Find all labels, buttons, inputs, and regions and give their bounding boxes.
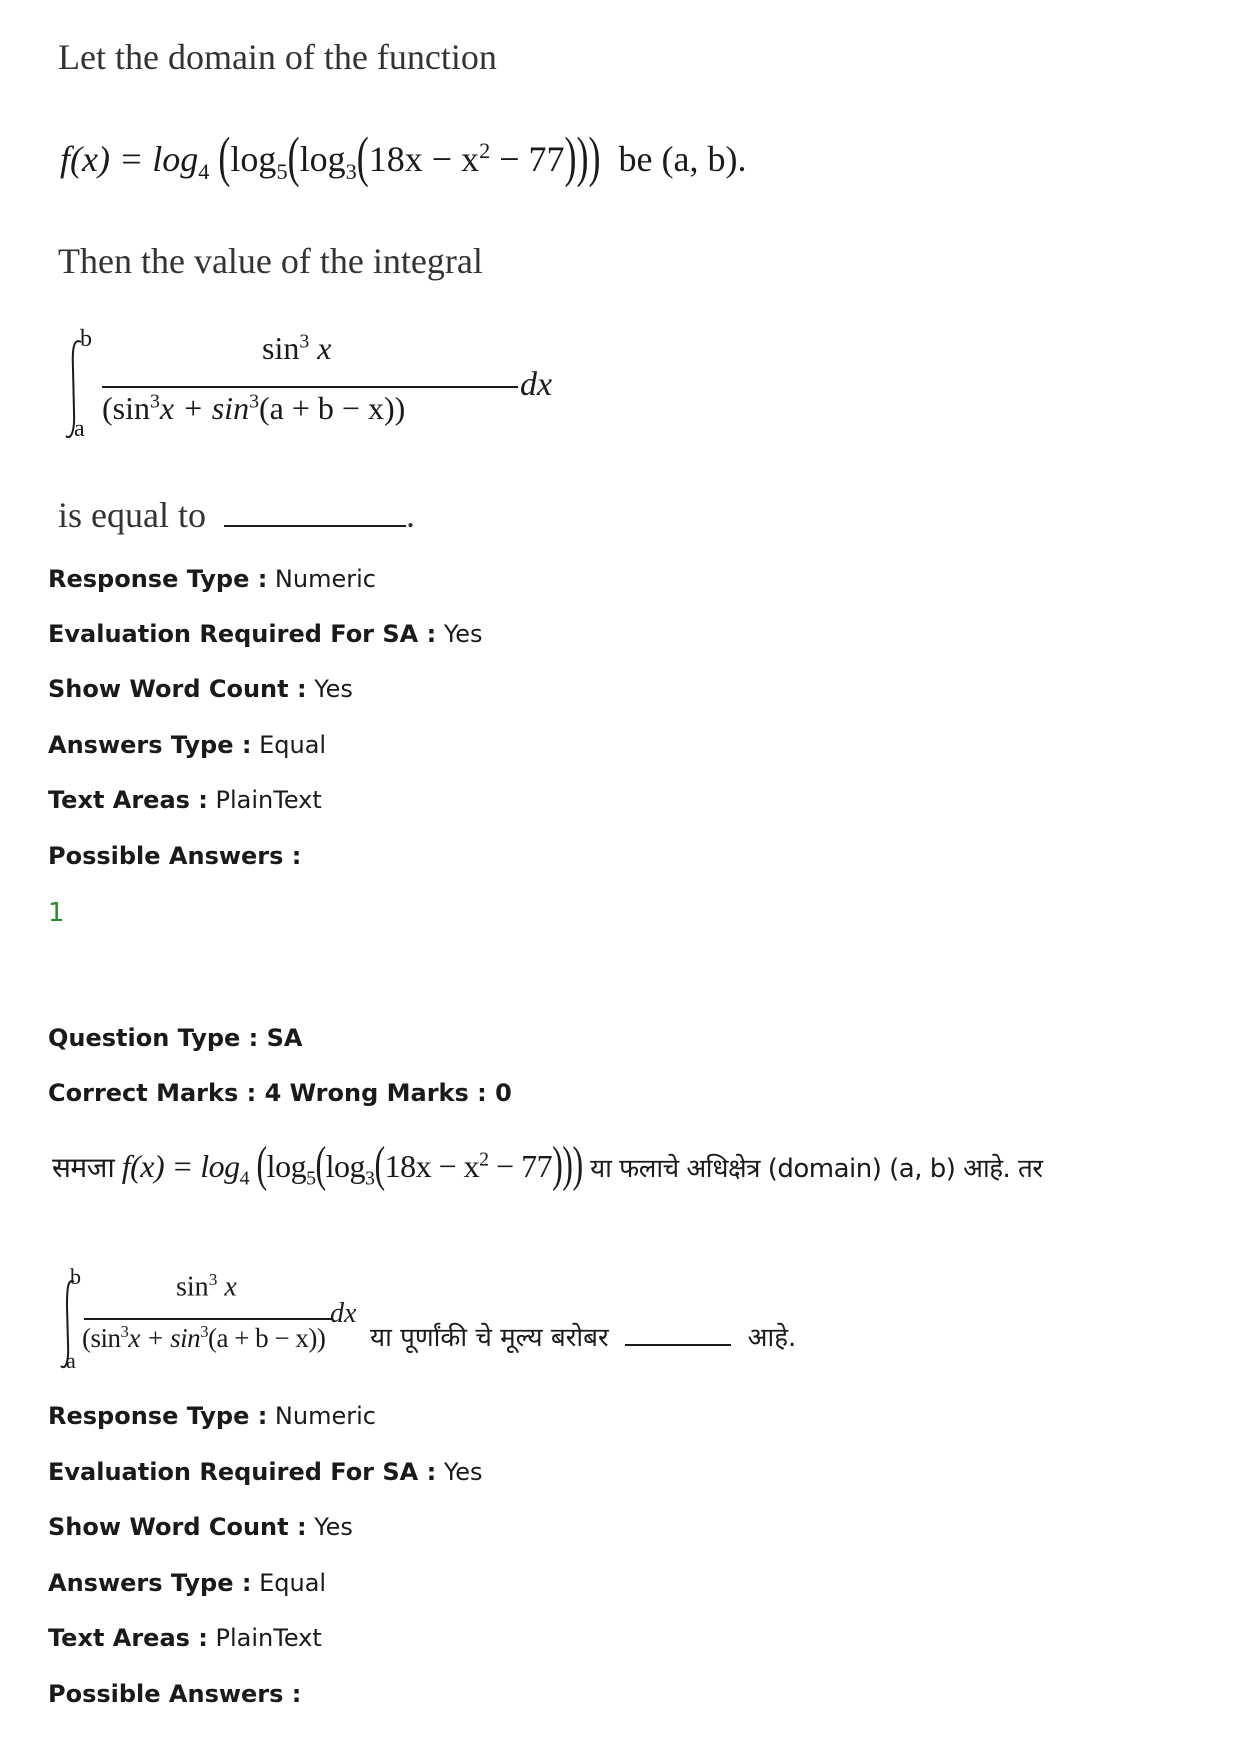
q1-base5: 5 xyxy=(276,159,288,185)
answer-value: 1 xyxy=(48,898,65,928)
q1-fraction-line xyxy=(102,386,518,388)
meta2-possible-answers: Possible Answers : xyxy=(48,1680,302,1708)
q1-log5: log xyxy=(230,139,277,179)
meta1-response-type: Response Type : Numeric xyxy=(48,565,376,593)
q2-fraction-line xyxy=(84,1318,332,1320)
meta1-possible-answers: Possible Answers : xyxy=(48,842,302,870)
q2-end: आहे. xyxy=(747,1323,797,1353)
q2-func-prefix: f(x) = log xyxy=(121,1148,240,1184)
meta2-response-type: Response Type : Numeric xyxy=(48,1402,376,1430)
q1-numerator: $\sin^3 x$ xyxy=(262,330,332,366)
q1-dx: dx xyxy=(520,366,553,403)
meta1-text-areas: Text Areas : PlainText xyxy=(48,786,322,814)
q2-denominator: $(\sin^3x + \sin^3(a + b - x))$ xyxy=(82,1322,326,1353)
marks: Correct Marks : 4 Wrong Marks : 0 xyxy=(48,1079,512,1107)
q2-numerator: $\sin^3 x$ xyxy=(176,1270,237,1303)
q1-base3: 3 xyxy=(345,159,357,185)
question-type: Question Type : SA xyxy=(48,1024,303,1052)
q1-answer-blank xyxy=(224,525,406,527)
meta2-text-areas: Text Areas : PlainText xyxy=(48,1624,322,1652)
q1-lower-limit: a xyxy=(74,416,85,442)
q1-function-equation: $f(x) = \log_4 (\log_5(\log_3(18x - x^2 - 77)))$ be (a, b). xyxy=(60,125,747,188)
q1-denominator: $(\sin^3x + \sin^3(a + b - x))$ xyxy=(102,390,406,426)
meta2-show-word-count: Show Word Count : Yes xyxy=(48,1513,353,1541)
meta1-evaluation-required: Evaluation Required For SA : Yes xyxy=(48,620,483,648)
meta2-answers-type: Answers Type : Equal xyxy=(48,1569,327,1597)
q1-intro: Let the domain of the function xyxy=(58,37,497,77)
q2-dx: dx xyxy=(330,1298,357,1329)
q2-integral xyxy=(54,1264,357,1380)
q2-lower-limit: a xyxy=(66,1348,76,1373)
q2-rest2-line xyxy=(370,1318,796,1354)
q1-be-ab: be (a, b). xyxy=(618,139,747,179)
meta1-answers-type: Answers Type : Equal xyxy=(48,731,327,759)
q2-upper-limit: b xyxy=(70,1264,81,1289)
q1-func-prefix: f(x) = log xyxy=(60,139,199,179)
q1-tail: − 77 xyxy=(490,139,565,179)
q2-samja: समजा xyxy=(52,1151,115,1184)
q1-equal-to: is equal to . xyxy=(58,495,415,535)
meta1-show-word-count: Show Word Count : Yes xyxy=(48,675,353,703)
q1-log3: log xyxy=(299,139,346,179)
q1-integral xyxy=(58,326,578,450)
q1-then: Then the value of the integral xyxy=(58,241,483,281)
q1-inner: 18x − x xyxy=(368,139,480,179)
q2-rest: या फलाचे अधिक्षेत्र (domain) (a, b) आहे. तर xyxy=(590,1154,1043,1184)
q1-upper-limit: b xyxy=(80,326,92,352)
q2-answer-blank xyxy=(625,1344,731,1346)
meta2-evaluation-required: Evaluation Required For SA : Yes xyxy=(48,1458,483,1486)
q2-function-line: समजा $f(x) = \log_4 (\log_5(\log_3(18x - x^2 - 77)))$ या फलाचे अधिक्षेत्र (domain) (a, b) आहे. तर xyxy=(52,1135,1043,1192)
q1-exp2: 2 xyxy=(479,138,491,163)
q2-rest2: या पूर्णांकी चे मूल्य बरोबर xyxy=(370,1323,609,1353)
q1-base4: 4 xyxy=(198,159,210,185)
